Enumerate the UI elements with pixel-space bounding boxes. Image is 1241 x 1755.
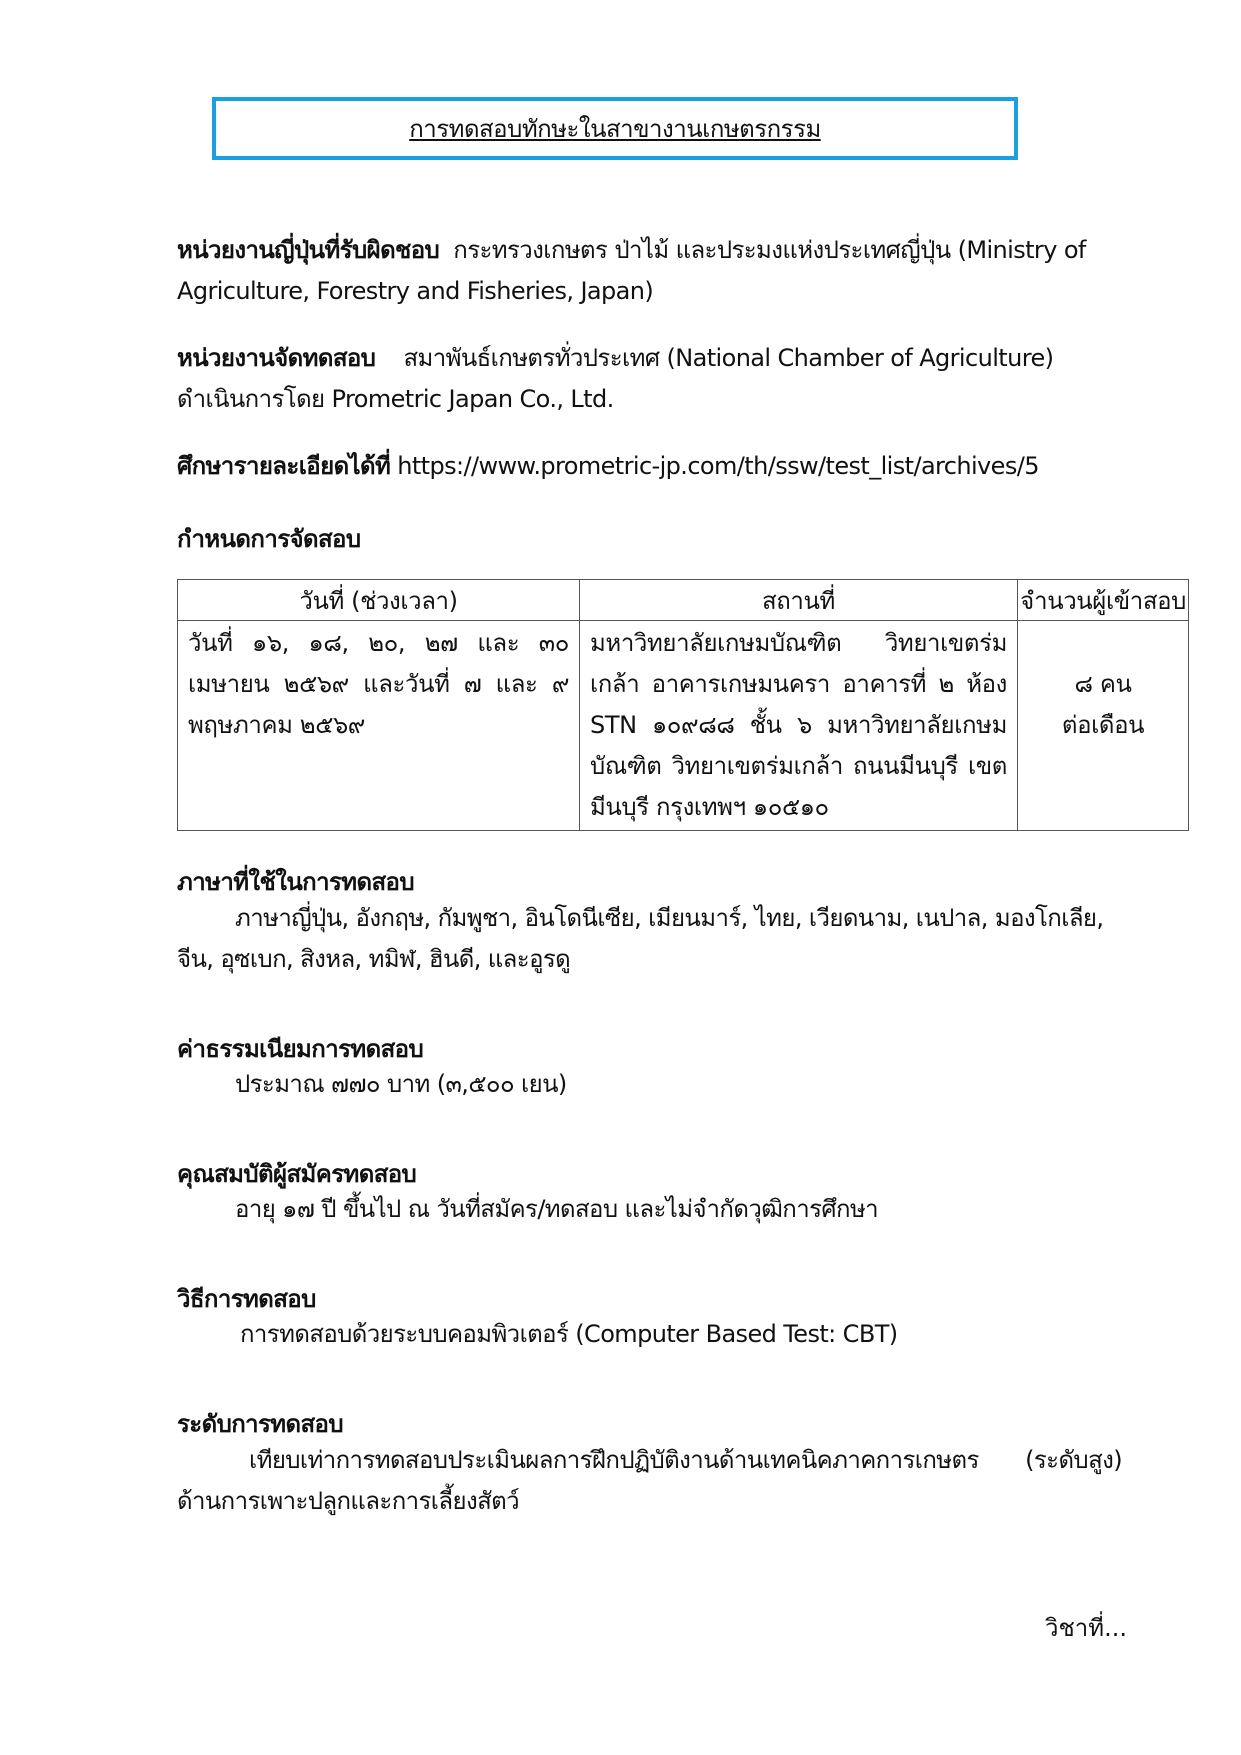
cell-venue: มหาวิทยาลัยเกษมบัณฑิต วิทยาเขตร่มเกล้า อาคารเกษมนครา อาคารที่ ๒ ห้อง STN ๑๐๙๘๘ ชั้น ๖ มหาวิทยาลัยเกษมบัณฑิต วิทยาเขตร่มเกล้า ถนนมีนบุรี เขตมีนบุรี กรุงเทพฯ ๑๐๕๑๐ bbox=[580, 621, 1018, 831]
schedule-heading: กำหนดการจัดสอบ bbox=[177, 525, 361, 553]
table-row bbox=[178, 621, 1189, 831]
continuation-text: วิชาที่... bbox=[1045, 1614, 1127, 1642]
details-url[interactable]: https://www.prometric-jp.com/th/ssw/test_list/archives/5 bbox=[397, 452, 1039, 480]
responsible-agency-value: กระทรวงเกษตร ป่าไม้ และประมงแห่งประเทศญี่ปุ่น (Ministry of Agriculture, Forestry and Fisheries, Japan) bbox=[177, 236, 1086, 305]
level-heading: ระดับการทดสอบ bbox=[177, 1410, 344, 1438]
header-venue: สถานที่ bbox=[580, 580, 1018, 621]
method-text: การทดสอบด้วยระบบคอมพิวเตอร์ (Computer Based Test: CBT) bbox=[240, 1320, 898, 1348]
title-box bbox=[212, 97, 1018, 160]
qualification-text: อายุ ๑๗ ปี ขึ้นไป ณ วันที่สมัคร/ทดสอบ และไม่จำกัดวุฒิการศึกษา bbox=[235, 1195, 879, 1223]
cell-count bbox=[1018, 621, 1189, 831]
header-date: วันที่ (ช่วงเวลา) bbox=[178, 580, 580, 621]
languages-heading: ภาษาที่ใช้ในการทดสอบ bbox=[177, 868, 414, 896]
test-organizer bbox=[177, 338, 1122, 420]
responsible-agency-label: หน่วยงานญี่ปุ่นที่รับผิดชอบ bbox=[177, 236, 440, 264]
page-title: การทดสอบทักษะในสาขางานเกษตรกรรม bbox=[409, 115, 821, 143]
cell-date: วันที่ ๑๖, ๑๘, ๒๐, ๒๗ และ ๓๐ เมษายน ๒๕๖๙ และวันที่ ๗ และ ๙ พฤษภาคม ๒๕๖๙ bbox=[178, 621, 580, 831]
test-organizer-label: หน่วยงานจัดทดสอบ bbox=[177, 344, 376, 372]
level-text: เทียบเท่าการทดสอบประเมินผลการฝึกปฏิบัติงานด้านเทคนิคภาคการเกษตร (ระดับสูง) ด้านการเพาะปลูกและการเลี้ยงสัตว์ bbox=[177, 1446, 1122, 1515]
qualification-heading: คุณสมบัติผู้สมัครทดสอบ bbox=[177, 1160, 417, 1188]
participant-count-unit: ต่อเดือน bbox=[1061, 711, 1145, 739]
test-organizer-value: สมาพันธ์เกษตรทั่วประเทศ (National Chamber of Agriculture) ดำเนินการโดย Prometric Japan Co., Ltd. bbox=[177, 344, 1054, 413]
details-label: ศึกษารายละเอียดได้ที่ bbox=[177, 452, 391, 480]
responsible-agency bbox=[177, 230, 1122, 312]
languages-text: ภาษาญี่ปุ่น, อังกฤษ, กัมพูชา, อินโดนีเซีย, เมียนมาร์, ไทย, เวียดนาม, เนปาล, มองโกเลีย, จีน, อุซเบก, สิงหล, ทมิฬ, ฮินดี, และอูรดู bbox=[177, 904, 1104, 973]
schedule-table bbox=[177, 579, 1189, 831]
fee-text: ประมาณ ๗๗๐ บาท (๓,๕๐๐ เยน) bbox=[235, 1070, 567, 1098]
details-link-line bbox=[177, 446, 1122, 487]
header-count: จำนวนผู้เข้าสอบ bbox=[1018, 580, 1189, 621]
fee-heading: ค่าธรรมเนียมการทดสอบ bbox=[177, 1035, 424, 1063]
table-header-row bbox=[178, 580, 1189, 621]
method-heading: วิธีการทดสอบ bbox=[177, 1285, 316, 1313]
participant-count: ๘ คน bbox=[1074, 670, 1132, 698]
